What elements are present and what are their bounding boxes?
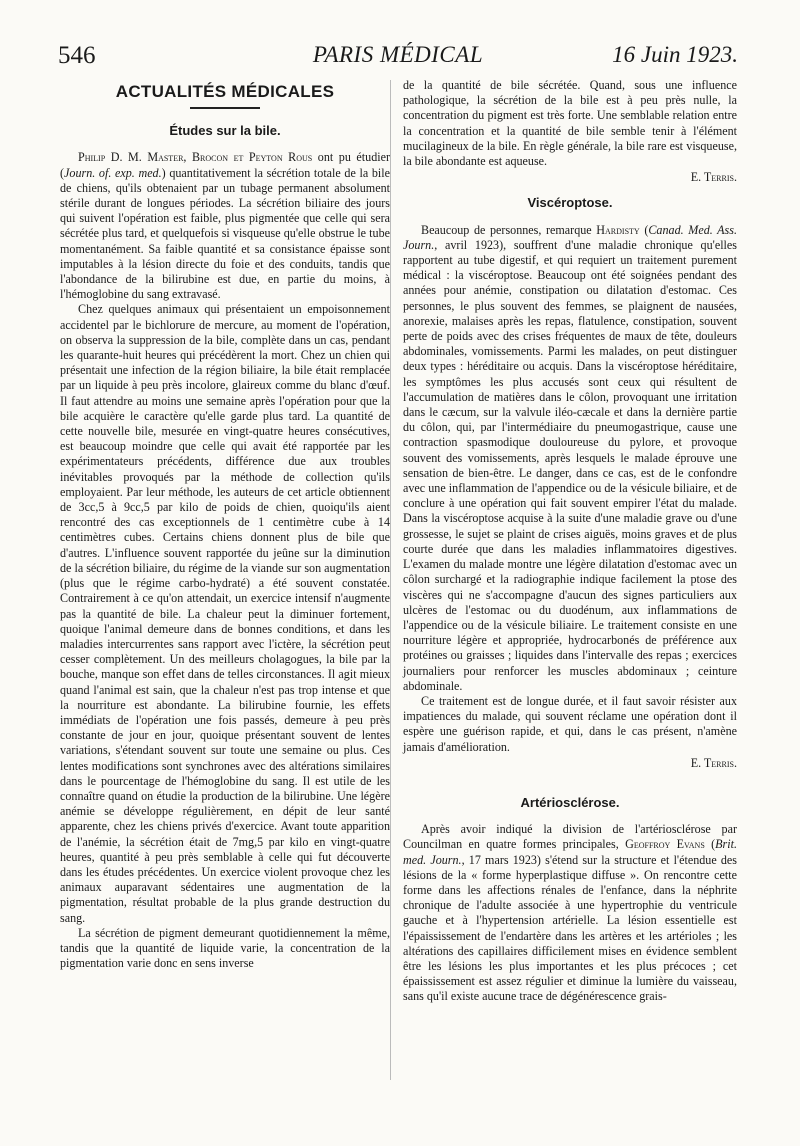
- arteriosclerose-author: Geoffroy Evans: [625, 837, 705, 852]
- arteriosclerose-journal: Brit. med. Journ.: [403, 837, 737, 867]
- left-column: [60, 78, 390, 971]
- bile-paragraph-2: Chez quelques animaux qui présentaient un empoisonnement accidentel par le bichlorure de mercure, au moment de l'opération, on observa la suppression de la bile, complète dans un cas, pendant les quarante-huit heures qui précédèrent la mort. Chez un chien qui présentait une infection de la région biliaire, la bile était remplacée par un liquide à peu près incolore, glaireux comme du blanc d'œuf. Il faut attendre au moins une semaine après l'opération pour que la bile acquière le caractère qu'elle garde plus tard. La quantité de cette nouvelle bile, mesurée en vingt-quatre heures consécutives, est beaucoup moindre que celle qui avait été rapportée par les expérimentateurs précédents, différence due aux troubles inévitables provoqués par la méthode de collection qu'ils employaient. Par leur méthode, les auteurs de cet article obtiennent de 3cc,5 à 9cc,5 par kilo de poids de chien, quoiqu'ils aient rencontré des cas exceptionnels de 1 centimètre cube à 14 centimètres cubes. Certains chiens donnent plus de bile que d'autres. L'influence souvent rapportée du jeûne sur la diminution de la sécrétion biliaire, du régime de la viande sur son augmentation (plus que le régime carbo-hydraté) a été souvent constatée. Contrairement à ce qu'on attendait, un exercice intensif n'augmente pas la quantité de bile. La chaleur peut la diminuer fortement, quoique l'animal demeure dans de bonnes conditions, et dans les maladies intercurrentes sans rapport avec l'ictère, la sécrétion peut cesser complètement. Un des meilleurs cholagogues, la bile par la bouche, manque son effet dans de telles circonstances. Il agit mieux quand l'animal est sain, que la chaleur n'est pas trop intense et que la nourriture est abondante. La bilirubine fournie, les effets immédiats de l'opération une fois passés, demeure à peu près constante de jour en jour, quoique présentant souvent de lentes variations, s'étendant souvent sur toute une semaine ou plus. Ces lentes modifications sont synchrones avec des altérations similaires dans le pourcentage de l'hémoglobine du sang. Il est utile de les connaître quand on étudie la production de la bilirubine. Une légère anémie se développe régulièrement, en dépit de leur santé apparente, chez les chiens privés d'exercice. Avant toute apparition de l'anémie, la sécrétion était de 7mg,5 par kilo en vingt-quatre heures, quantité à peu près semblable à celle qui fut découverte dans les études précédentes. Un exercice violent provoque chez les animaux auparavant sédentaires une augmentation de la pigmentation, résultat probable de la plus grande destruction du sang.: [60, 302, 390, 925]
- arteriosclerose-paragraph-1: Après avoir indiqué la division de l'artériosclérose par Councilman en quatre formes principales, Geoffroy Evans (Brit. med. Journ., 17 mars 1923) s'étend sur la structure et l'étendue des lésions de la « forme hyperplastique diffuse ». On rencontre cette forme dans les affections rénales de l'enfance, dans la néphrite chronique de l'adulte associée à une hypertrophie du ventricule gauche et à l'hypertension artérielle. La lésion essentielle est l'épaississement de l'endartère dans les artères et les artérioles ; les altérations des capillaires difficilement mises en évidence semblent être les lésions les plus importantes et les plus précoces ; cet épaississement est assez régulier et diminue la lumière du vaisseau, sans qu'il existe aucune trace de dégénérescence grais-: [403, 822, 738, 1004]
- article-title-bile: Études sur la bile.: [169, 123, 281, 139]
- bile-paragraph-3: La sécrétion de pigment demeurant quotidiennement la même, tandis que la quantité de liquide varie, la concentration de la pigmentation varie donc en sens inverse: [60, 925, 390, 971]
- article-title-visceroptose: Viscéroptose.: [527, 195, 613, 211]
- visceroptose-signature: E. Terris.: [690, 755, 737, 770]
- bile-signature: E. Terris.: [690, 170, 737, 185]
- visceroptose-author: Hardisty: [596, 222, 640, 237]
- visceroptose-paragraph-1: Beaucoup de personnes, remarque Hardisty (Canad. Med. Ass. Journ., avril 1923), souffrent d'une maladie chronique qu'elles rapportent au tube digestif, et qui requiert un traitement purement médical : la viscéroptose. Beaucoup ont été soignées pendant des années pour anémie, constipation ou dilatation d'estomac. Ces personnes, le plus souvent des femmes, se plaignent de nausées, anorexie, malaises après les repas, flatulence, constipation, souvent perte de poids avec des crises fréquentes de maux de tête, douleurs abdominales, vomissements. Parmi les malades, on peut distinguer deux types : héréditaire ou acquis. Dans la viscéroptose héréditaire, les symptômes les plus accusés sont ceux qui résultent de l'accumulation de matières dans le côlon, provoquant une irritation dans le cæcum, sur la valvule iléo-cæcale et dans la dernière partie du côlon, qui, par l'intermédiaire du pneumogastrique, cause une contraction spasmodique douloureuse du pylore, et provoque souvent des vomissements, après lesquels le malade éprouve une sensation de bien-être. Le danger, dans ce cas, est de le confondre avec une inflammation de l'appendice ou de la vésicule biliaire, et de conclure à une opération qui fait souvent empirer l'état du malade. Dans la viscéroptose acquise à la suite d'une maladie grave ou d'une grossesse, le sujet se plaint de crises aiguës, moins graves et de plus courte durée que dans les maladies inflammatoires digestives. L'examen du malade montre une légère dilatation d'estomac avec un côlon surchargé et la radiographie indique facilement la ptose des viscères qui ne s'accompagne d'aucun des signes particuliers aux ulcères de l'estomac ou du duodénum, aux inflammations de l'appendice ou de la vésicule biliaire. Le traitement consiste en une nourriture légère et appropriée, hydrocarbonés de préférence aux protéines ou graisses ; liquides dans l'intervalle des repas ; exercices journaliers pour renforcer les muscles abdominaux ; ceinture abdominale.: [403, 222, 737, 693]
- bile-journal: Journ. of. exp. med.: [64, 165, 162, 180]
- section-gap: [403, 771, 737, 785]
- bile-authors: Philip D. M. Master, Brocon et Peyton Rous: [78, 150, 313, 165]
- page-number: 546: [58, 42, 96, 69]
- visceroptose-journal: Canad. Med. Ass. Journ.: [403, 222, 737, 252]
- column-divider: [390, 80, 391, 1080]
- article-title-arteriosclerose: Artériosclérose.: [520, 794, 620, 810]
- right-column: [403, 78, 737, 1005]
- heading-rule: [190, 107, 260, 109]
- bile-paragraph-1: Philip D. M. Master, Brocon et Peyton Rous ont pu étudier (Journ. of. exp. med.) quantitativement la sécrétion totale de la bile de chiens, qu'ils obtenaient par un tubage permanent absolument stérile durant de longues périodes. La sécrétion biliaire des jours qui suivent l'opération est faible, plus pigmentée que celle qui sera sécrétée plus tard, et quelquefois si visqueuse qu'elle obstrue le tube momentanément. Sa faible quantité et sa consistance épaisse sont imputables à la lésion directe du foie et des conduits, tandis que l'abondance de la bilirubine est due, en partie du moins, à l'hémoglobine du sang extravasé.: [60, 150, 391, 302]
- issue-date: 16 Juin 1923.: [612, 42, 738, 67]
- page-header: [58, 42, 738, 74]
- section-heading: ACTUALITÉS MÉDICALES: [115, 82, 335, 101]
- journal-title: PARIS MÉDICAL: [312, 42, 484, 67]
- visceroptose-paragraph-2: Ce traitement est de longue durée, et il faut savoir résister aux impatiences du malade, qui souvent réclame une opération dont il espère une guérison rapide, et qui, dans le cas présent, n'amène jamais d'amélioration.: [403, 693, 737, 754]
- bile-continuation: de la quantité de bile sécrétée. Quand, sous une influence pathologique, la sécrétion de la bile est à peu près nulle, la concentration du pigment est très forte. Une semblable relation entre la concentration et la quantité de bile semble tenir à l'élément mucilagineux de la bile. En règle générale, la bile rare est visqueuse, la bile abondante est aqueuse.: [403, 78, 737, 169]
